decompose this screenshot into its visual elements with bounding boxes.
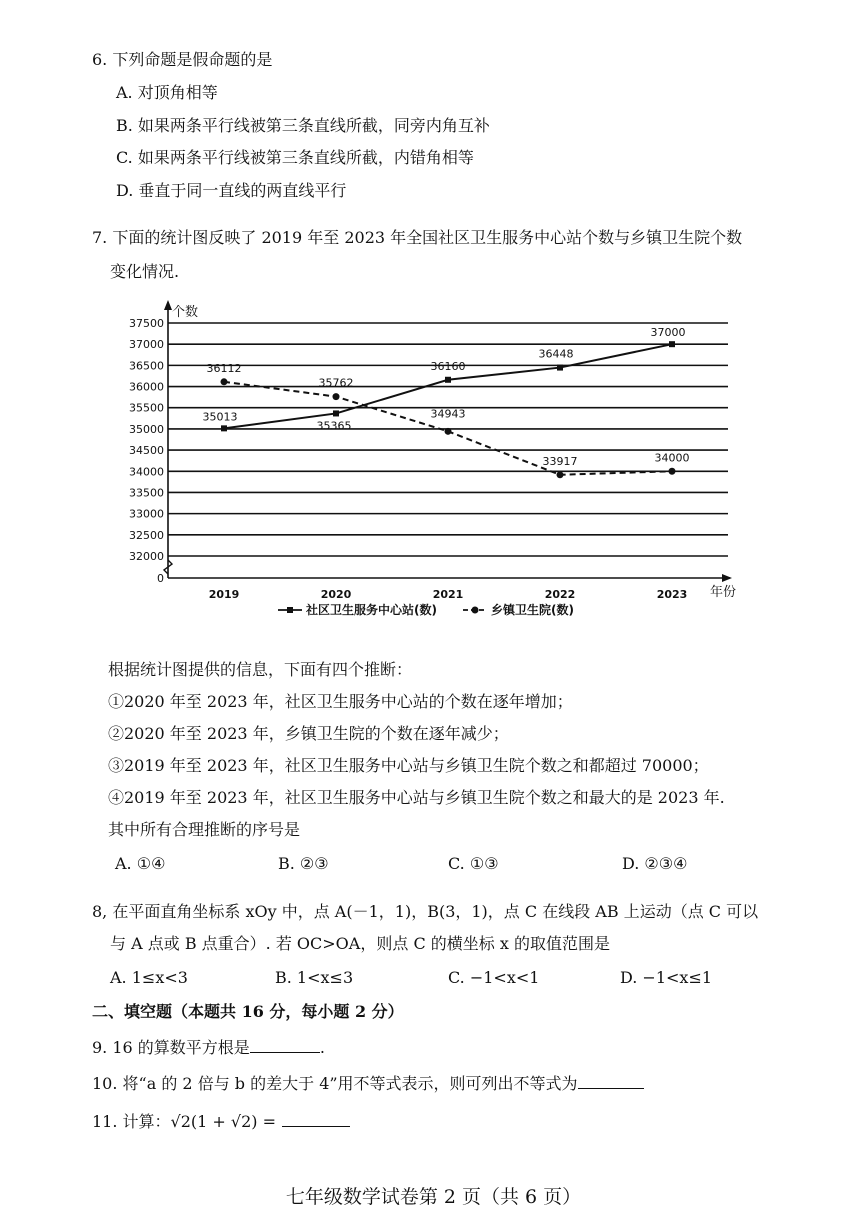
- point-s2-2020: [333, 393, 340, 400]
- point-s1-2022: [557, 365, 563, 371]
- q9-answer-blank[interactable]: [250, 1036, 320, 1053]
- point-s2-2023: [669, 468, 676, 475]
- q6-stem: 6. 下列命题是假命题的是: [92, 50, 273, 69]
- data-label-s2-2021: 34943: [430, 407, 466, 421]
- q11-text: 11. 计算：√2(1 + √2) =: [92, 1112, 277, 1131]
- legend-label-2: 乡镇卫生院(数): [491, 603, 574, 617]
- y-tick-33000: 33000: [129, 507, 164, 521]
- q8-line2: 与 A 点或 B 点重合）. 若 OC>OA，则点 C 的横坐标 x 的取值范围是: [110, 934, 610, 953]
- y-tick-0: 0: [157, 572, 164, 585]
- q6-option-d: D. 垂直于同一直线的两直线平行: [116, 181, 347, 200]
- y-tick-37000: 37000: [129, 338, 164, 352]
- data-label-s1-2021: 36160: [430, 359, 466, 373]
- data-label-s1-2020: 35365: [316, 419, 352, 433]
- q11-question: [92, 1110, 350, 1132]
- y-axis-arrow: [164, 300, 172, 310]
- q9-text: 9. 16 的算数平方根是: [92, 1038, 250, 1057]
- line-chart: [118, 296, 748, 636]
- q10-question: [92, 1072, 644, 1094]
- point-s1-2021: [445, 377, 451, 383]
- q7-stem-line1: 7. 下面的统计图反映了 2019 年至 2023 年全国社区卫生服务中心站个数与乡镇卫生院个数: [92, 228, 743, 247]
- q7-stem-line2: 变化情况.: [110, 262, 180, 281]
- data-label-s2-2019: 36112: [206, 361, 242, 375]
- point-s2-2021: [445, 428, 452, 435]
- q7-question: 其中所有合理推断的序号是: [108, 820, 301, 839]
- data-label-s2-2023: 34000: [654, 451, 690, 465]
- data-label-s1-2023: 37000: [650, 326, 686, 340]
- legend-marker-1: [287, 607, 293, 613]
- y-tick-37500: 37500: [129, 317, 164, 330]
- q10-answer-blank[interactable]: [578, 1072, 644, 1089]
- q6-option-a: A. 对顶角相等: [116, 83, 218, 102]
- page-footer: 七年级数学试卷第 2 页（共 6 页）: [285, 1186, 582, 1208]
- point-s2-2019: [221, 378, 228, 385]
- chart-legend: [278, 602, 574, 617]
- x-tick-2022: 2022: [544, 588, 576, 601]
- chart-grid: [168, 323, 728, 556]
- y-axis-label: 个数: [172, 305, 199, 320]
- q8-choice-d: D. −1<x≤1: [620, 968, 713, 987]
- y-tick-labels: [129, 317, 164, 585]
- q7-choice-d: D. ②③④: [622, 854, 688, 873]
- point-s1-2019: [221, 425, 227, 431]
- x-axis-label: 年份: [710, 585, 737, 600]
- q7-statement-2: ②2020 年至 2023 年，乡镇卫生院的个数在逐年减少；: [108, 724, 509, 743]
- x-tick-2019: 2019: [208, 588, 240, 601]
- data-label-s1-2019: 35013: [202, 410, 238, 424]
- x-axis-arrow: [722, 574, 732, 582]
- data-label-s2-2022: 33917: [542, 454, 578, 468]
- point-s1-2023: [669, 341, 675, 347]
- q9-question: [92, 1036, 325, 1058]
- q7-choice-a: A. ①④: [115, 854, 166, 873]
- x-tick-labels: [209, 588, 688, 601]
- q7-statement-4: ④2019 年至 2023 年，社区卫生服务中心站与乡镇卫生院个数之和最大的是 2023 年.: [108, 788, 725, 807]
- q8-choice-b: B. 1<x≤3: [275, 968, 354, 987]
- y-tick-32500: 32500: [129, 528, 164, 542]
- x-tick-2023: 2023: [656, 588, 688, 601]
- x-tick-2020: 2020: [320, 588, 352, 601]
- q7-intro: 根据统计图提供的信息，下面有四个推断：: [108, 660, 413, 679]
- q7-choice-b: B. ②③: [278, 854, 329, 873]
- point-s1-2020: [333, 410, 339, 416]
- x-tick-2021: 2021: [432, 588, 464, 601]
- q7-statement-3: ③2019 年至 2023 年，社区卫生服务中心站与乡镇卫生院个数之和都超过 70000；: [108, 756, 709, 775]
- y-tick-34000: 34000: [129, 465, 164, 479]
- y-tick-36000: 36000: [129, 380, 164, 394]
- data-label-s2-2020: 35762: [318, 376, 354, 390]
- q8-line1: 8, 在平面直角坐标系 xOy 中，点 A(－1，1)，B(3，1)，点 C 在线段 AB 上运动（点 C 可以: [92, 902, 759, 921]
- q8-choice-c: C. −1<x<1: [448, 968, 540, 987]
- q7-statement-1: ①2020 年至 2023 年，社区卫生服务中心站的个数在逐年增加；: [108, 692, 573, 711]
- data-labels: [203, 326, 690, 468]
- y-tick-36500: 36500: [129, 359, 164, 373]
- q8-choice-a: A. 1≤x<3: [110, 968, 188, 987]
- point-s2-2022: [557, 471, 564, 478]
- legend-marker-2: [472, 607, 479, 614]
- data-label-s1-2022: 36448: [538, 347, 574, 361]
- q10-text: 10. 将“a 的 2 倍与 b 的差大于 4”用不等式表示，则可列出不等式为: [92, 1074, 578, 1093]
- y-tick-34500: 34500: [129, 444, 164, 458]
- section-heading: 二、填空题（本题共 16 分，每小题 2 分）: [92, 1002, 404, 1021]
- q11-answer-blank[interactable]: [282, 1110, 350, 1127]
- y-tick-35500: 35500: [129, 401, 164, 415]
- y-tick-32000: 32000: [129, 550, 164, 563]
- y-tick-35000: 35000: [129, 422, 164, 436]
- legend-label-1: 社区卫生服务中心站(数): [306, 603, 437, 617]
- y-tick-33500: 33500: [129, 486, 164, 500]
- q6-option-c: C. 如果两条平行线被第三条直线所截，内错角相等: [116, 148, 474, 167]
- q6-option-b: B. 如果两条平行线被第三条直线所截，同旁内角互补: [116, 116, 490, 135]
- q9-tail: .: [319, 1038, 325, 1057]
- q7-choice-c: C. ①③: [448, 854, 499, 873]
